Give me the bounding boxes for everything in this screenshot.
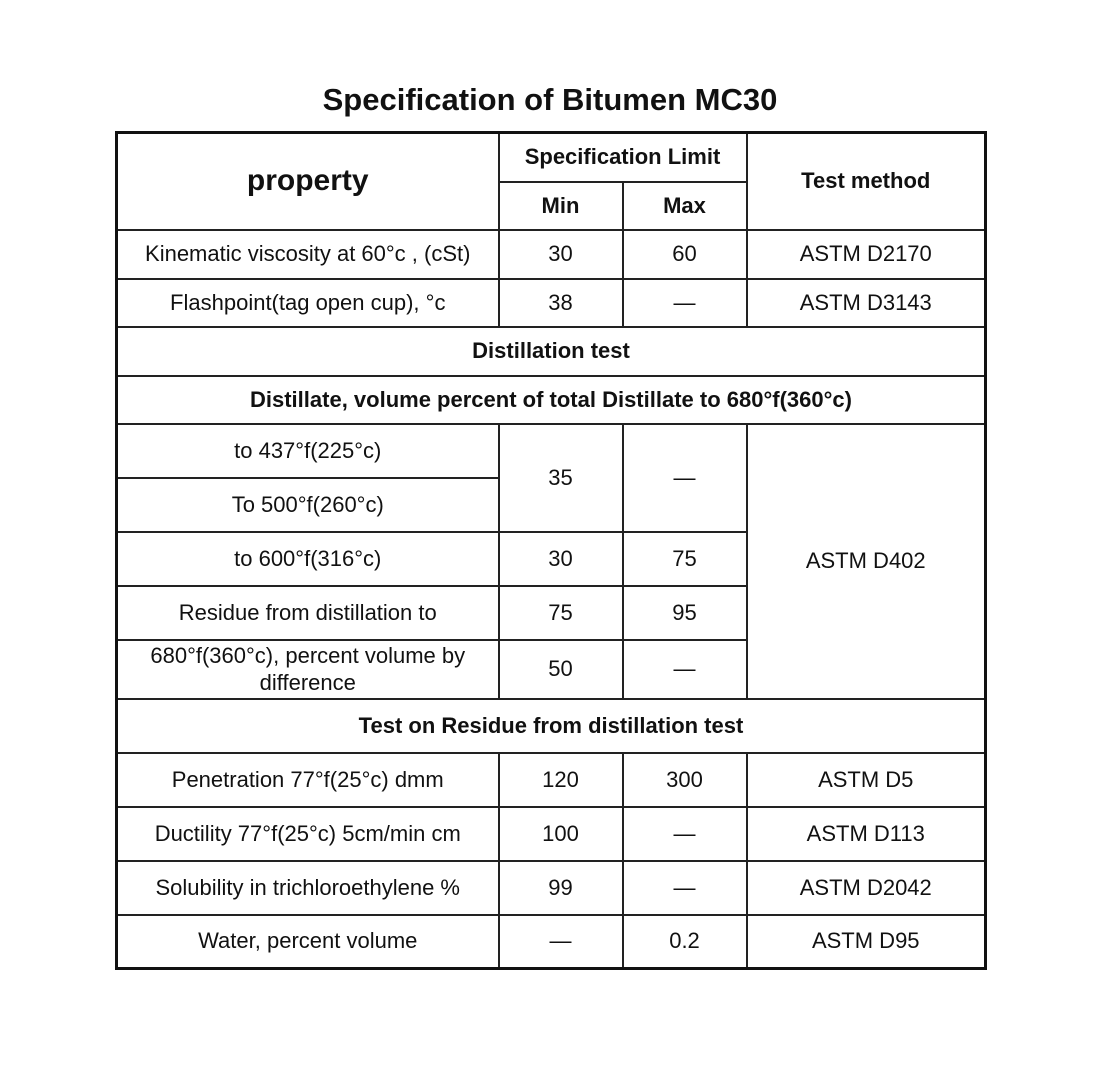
max-header: Max bbox=[623, 182, 747, 230]
table-row bbox=[117, 279, 986, 327]
page-title: Specification of Bitumen MC30 bbox=[322, 82, 778, 117]
min-cell: 50 bbox=[499, 640, 623, 699]
property-cell: Ductility 77°f(25°c) 5cm/min cm bbox=[117, 807, 499, 861]
property-cell: Solubility in trichloroethylene % bbox=[117, 861, 499, 915]
max-cell: — bbox=[623, 640, 747, 699]
max-cell: 95 bbox=[623, 586, 747, 640]
specification-table bbox=[115, 131, 987, 970]
section-row bbox=[117, 376, 986, 424]
min-cell: 75 bbox=[499, 586, 623, 640]
min-cell: — bbox=[499, 915, 623, 969]
max-cell: 300 bbox=[623, 753, 747, 807]
max-cell: — bbox=[623, 807, 747, 861]
method-cell: ASTM D402 bbox=[747, 424, 986, 699]
min-cell: 35 bbox=[499, 424, 623, 532]
property-cell: Water, percent volume bbox=[117, 915, 499, 969]
section-row bbox=[117, 699, 986, 753]
property-cell: To 500°f(260°c) bbox=[117, 478, 499, 532]
property-cell: Flashpoint(tag open cup), °c bbox=[117, 279, 499, 327]
test-method-header: Test method bbox=[747, 133, 986, 230]
method-cell: ASTM D5 bbox=[747, 753, 986, 807]
min-cell: 30 bbox=[499, 230, 623, 279]
min-cell: 100 bbox=[499, 807, 623, 861]
section-row bbox=[117, 327, 986, 376]
method-cell: ASTM D2042 bbox=[747, 861, 986, 915]
max-cell: 0.2 bbox=[623, 915, 747, 969]
table-row bbox=[117, 807, 986, 861]
max-cell: 75 bbox=[623, 532, 747, 586]
min-cell: 38 bbox=[499, 279, 623, 327]
max-cell: — bbox=[623, 424, 747, 532]
max-cell: 60 bbox=[623, 230, 747, 279]
method-cell: ASTM D113 bbox=[747, 807, 986, 861]
min-cell: 120 bbox=[499, 753, 623, 807]
max-cell: — bbox=[623, 279, 747, 327]
method-cell: ASTM D2170 bbox=[747, 230, 986, 279]
property-cell: Penetration 77°f(25°c) dmm bbox=[117, 753, 499, 807]
residue-section-heading: Test on Residue from distillation test bbox=[117, 699, 986, 753]
property-cell: 680°f(360°c), percent volume by difference bbox=[117, 640, 499, 699]
spec-limit-header: Specification Limit bbox=[499, 133, 747, 182]
table-row bbox=[117, 753, 986, 807]
min-header: Min bbox=[499, 182, 623, 230]
max-cell: — bbox=[623, 861, 747, 915]
table-row bbox=[117, 915, 986, 969]
method-cell: ASTM D3143 bbox=[747, 279, 986, 327]
table-row bbox=[117, 861, 986, 915]
distillation-section-heading: Distillation test bbox=[117, 327, 986, 376]
property-cell: Kinematic viscosity at 60°c , (cSt) bbox=[117, 230, 499, 279]
header-row bbox=[117, 133, 986, 182]
min-cell: 99 bbox=[499, 861, 623, 915]
property-cell: to 437°f(225°c) bbox=[117, 424, 499, 478]
property-cell: Residue from distillation to bbox=[117, 586, 499, 640]
table-row bbox=[117, 230, 986, 279]
table-row bbox=[117, 424, 986, 478]
min-cell: 30 bbox=[499, 532, 623, 586]
property-cell: to 600°f(316°c) bbox=[117, 532, 499, 586]
distillate-section-heading: Distillate, volume percent of total Distillate to 680°f(360°c) bbox=[117, 376, 986, 424]
property-header: property bbox=[117, 133, 499, 230]
method-cell: ASTM D95 bbox=[747, 915, 986, 969]
